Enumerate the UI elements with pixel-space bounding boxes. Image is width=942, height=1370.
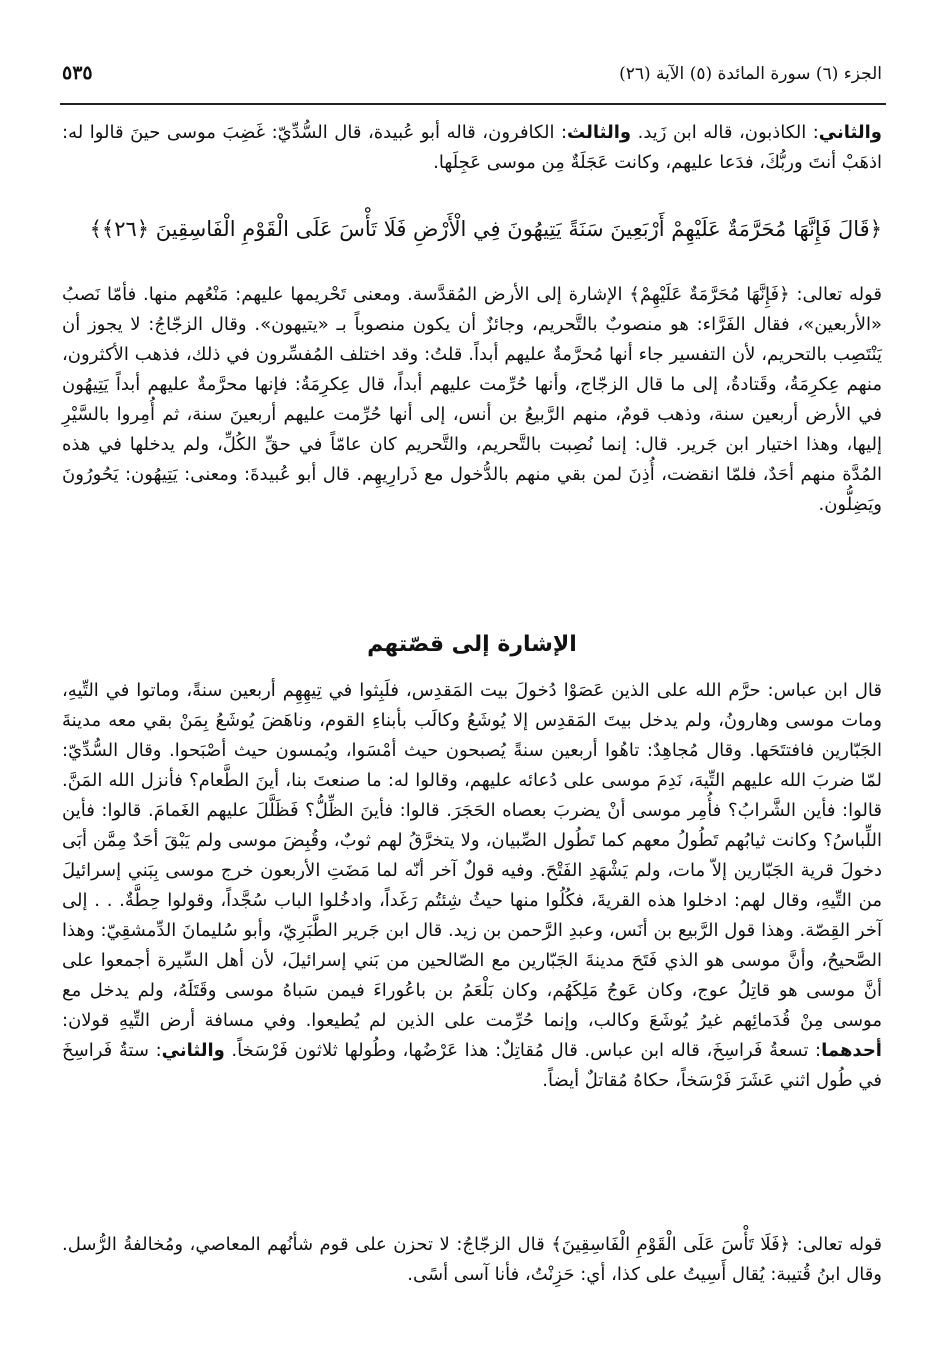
quran-verse: ﴿قَالَ فَإِنَّهَا مُحَرَّمَةٌ عَلَيْهِمْ أَرْبَعِينَ سَنَةً يَتِيهُونَ فِي الْأَرْضِ فَلَا تَأْسَ عَلَى الْقَوْمِ الْفَاسِقِينَ ﴿٢٦﴾﴾ (89, 217, 882, 241)
opinion-lead: والثاني (818, 122, 882, 143)
paragraph-story (62, 676, 882, 1096)
opinion-lead: والثاني (161, 1040, 225, 1061)
opinion-lead: أحدهما (821, 1040, 882, 1061)
opinion-lead: والثالث (567, 122, 632, 143)
paragraph-commentary: قوله تعالى: ﴿فَإِنَّهَا مُحَرَّمَةٌ عَلَيْهِمْ﴾ الإشارة إلى الأرض المُقدَّسة. ومعنى تَحْريمها عليهم: مَنْعُهم منها. فأمّا نَصبُ «الأربعين»، فقال الفَرَّاء: هو منصوبٌ بالتَّحريم، وجائزٌ أن يكون منصوباً بـ «يتيهون». وقال الزجّاجُ: لا يجوز أن يَنْتَصِب بالتحريم، لأن التفسير جاء أنها مُحرَّمةٌ عليهم أبداً. قلتُ: وقد اختلف المُفسِّرون في ذلك، فذهب الأكثرون، منهم عِكرِمَةُ، وقَتادةُ، إلى ما قال الزجّاج، وأنها حُرِّمت عليهم أبداً، قال عِكرِمَةُ: فإنها محرَّمةٌ عليهم أبداً يَتِيهُون في الأرض أربعين سنة، وذهب قومٌ، منهم الرَّبيعُ بن أنس، إلى أنها حُرِّمت عليهم أربعينَ سنة، ثم أُمِروا بالسَّيْرِ إليها، وهذا اختيار ابن جَرير. قال: إنما نُصِبت بالتَّحريم، والتَّحريم كان عامّاً في حقِّ الكُلِّ، ولم يدخلها في هذه المُدَّة منهم أحَدٌ، فلمّا انقضت، أُذِنَ لمن بقي منهم بالدُّخول مع ذَرارِيهِم. قال أبو عُبيدةَ: ومعنى: يَتِيهُون: يَحُورُونَ ويَضِلُّون. (62, 284, 882, 515)
paragraph-text: : الكافرون، قاله أبو عُبيدة، قال السُّدِّيّ: غَضِبَ موسى حينَ قالوا له: اذهَبْ أنتَ وربُّكَ، فدَعا عليهم، وكانت عَجَلَةٌ مِن موسى عَجِلَها. (62, 122, 882, 173)
paragraph-second-opinion (62, 118, 882, 178)
paragraph-text: : الكاذبون، قاله ابن زَيد. (631, 122, 819, 143)
running-head: الجزء (٦) سورة المائدة (٥) الآية (٢٦) (619, 64, 882, 84)
paragraph-text: قال ابن عباس: حرَّم الله على الذين عَصَوْا دُخولَ بيت المَقدِس، فلَبِثوا في تِيهِهِم أربعين سنةً، وماتوا في التِّيهِ، ومات موسى وهارونُ، ولم يدخل بيتَ المَقدِس إلا يُوشَعُ وكالَب بأبناءِ القوم، وناهَضَ يُوشَعُ بِمَنْ بقي معه مدينةَ الجَبّارين فافتتَحَها. وقال مُجاهِدٌ: تاهُوا أربعين سنةً يُصبحون حيث أمْسَوا، ويُمسون حيث أصْبَحوا. وقال السُّدِّيّ: لمّا ضربَ الله عليهم التِّيهَ، نَدِمَ موسى على دُعائه عليهم، وقالوا له: ما صنعتَ بنا، أينَ الطَّعام؟ فأنزل الله المَنَّ. قالوا: فأين الشَّرابُ؟ فأُمِر موسى أنْ يضربَ بعصاه الحَجَرَ. قالوا: فأينَ الظِّلُّ؟ فَظَلَّلَ عليهم الغَمامَ. قالوا: فأين اللِّباسُ؟ وكانت ثيابُهم تَطُولُ معهم كما تَطُول الصِّبيان، ولا يتخرَّقُ لهم ثوبٌ، وقُبِضَ موسى ولم يَبْقَ أحَدٌ مِمَّن أبَى دخولَ قرية الجَبّارين إلاّ مات، ولم يَشْهَدِ الفَتْحَ. وفيه قولٌ آخر أنّه لما مَضَتِ الأربعون خرج موسى بِبَني إسرائيلَ من التِّيهِ، وقال لهم: ادخلوا هذه القريةَ، فكُلُوا منها حيثُ شِئتُم رَغَداً، وادخُلوا الباب سُجَّداً، وقولوا حِطَّةٌ. . . إلى آخر القِصّة. وهذا قول الرَّبيع بن أنَس، وعبدِ الرَّحمن بن زيد. قال ابن جَرير الطَّبَرِيّ، وأبو سُليمانَ الدِّمشقِيّ: وهذا الصَّحيحُ، وأنَّ موسى هو الذي فَتَحَ مدينةَ الجَبّارين مع الصّالحين من بَني إسرائيلَ، لأن أهل السِّيرة أجمعوا على أنَّ موسى هو قاتِلُ عوج، وكان عَوجُ مَلِكَهُم، وكان بَلْعَمُ بن باعُوراءَ فيمن سَباهُ موسى وقَتَلَهُ، ولم يدخل مع موسى مِنْ قُدَمائِهم غيرُ يُوشَعَ وكالب، وإنما حُرِّمت على الذين لم يُطيعوا. وفي مسافة أرض التِّيهِ قولان: (62, 680, 882, 1031)
paragraph-commentary-final: قوله تعالى: ﴿فَلَا تَأْسَ عَلَى الْقَوْمِ الْفَاسِقِينَ﴾ قال الزجّاجُ: لا تحزن على قوم شأنُهم المعاصي، ومُخالفةُ الرُّسل. وقال ابنُ قُتيبة: يُقال أَسِيتُ على كذا، أي: حَزِنْتُ، فأنا آسى أسًى. (62, 1234, 882, 1285)
header-rule (60, 103, 886, 105)
section-title: الإشارة إلى قصّتهم (367, 632, 577, 657)
page-number: ٥٣٥ (62, 62, 93, 84)
paragraph-text: : تسعةُ فَراسِخَ، قاله ابن عباس. قال مُقاتِلٌ: هذا عَرْضُها، وطُولها ثلاثون فَرْسَخاً. (224, 1040, 822, 1061)
page-header (62, 62, 882, 98)
paragraph-text: : ستةُ فَراسِخَ في طُول اثني عَشَرَ فَرْسَخاً، حكاهُ مُقاتلٌ أيضاً. (62, 1040, 882, 1091)
